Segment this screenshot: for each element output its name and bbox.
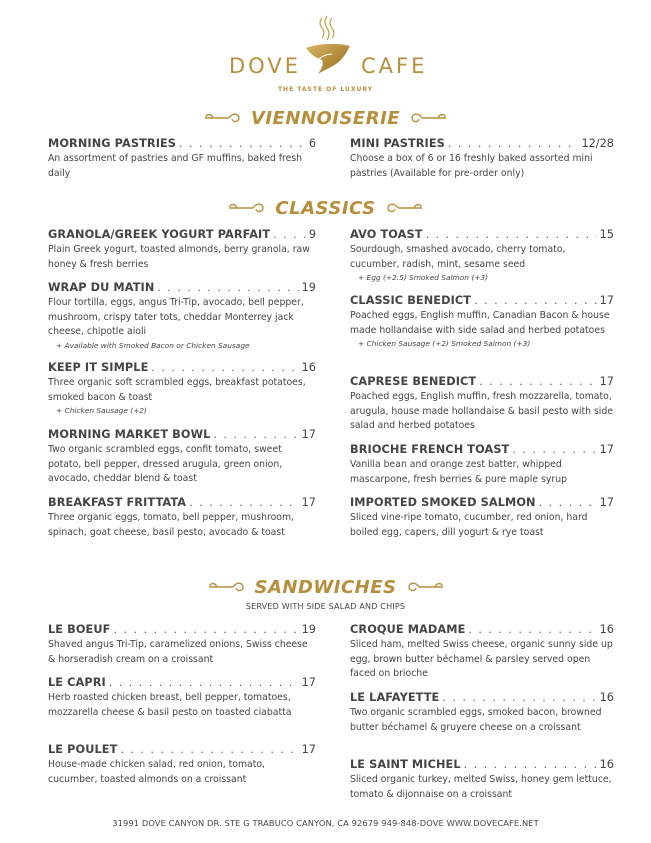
dot-leader: [468, 622, 596, 638]
footer-address: 31991 DOVE CANYON DR. STE G TRABUCO CANYON, CA 92679 949-848-DOVE WWW.DOVECAFE.NET: [112, 818, 539, 828]
item-price: 17: [301, 428, 316, 441]
brand-tagline: THE TASTE OF LUXURY: [277, 86, 374, 93]
section-title-classics: [0, 195, 651, 221]
item-description: Sliced vine-ripe tomato, cucumber, red onion, hard boiled egg, capers, dill yogurt & rye toast: [350, 512, 588, 538]
menu-item: [48, 675, 316, 720]
item-description: Two organic scrambled eggs, smoked bacon, browned butter béchamel & gruyere cheese on a croissant: [350, 707, 602, 733]
dot-leader: [157, 280, 298, 296]
menu-item: [48, 227, 316, 272]
dot-leader: [474, 293, 597, 309]
menu-item: [350, 442, 614, 487]
dot-leader: [426, 227, 597, 243]
item-description: Flour tortilla, eggs, angus Tri-Tip, avocado, bell pepper, mushroom, crispy tater tots, cheddar Monterrey jack cheese, chipotle aioli: [48, 297, 304, 337]
item-price: 16: [599, 623, 614, 636]
menu-item: [350, 293, 614, 350]
section-title-viennoiserie: [0, 105, 651, 131]
item-name: MORNING MARKET BOWL: [48, 428, 211, 441]
item-name: MINI PASTRIES: [350, 137, 445, 150]
menu-item: [350, 136, 614, 181]
item-description: House-made chicken salad, red onion, tomato, cucumber, toasted almonds on a croissant: [48, 759, 265, 785]
menu-item: [48, 622, 316, 667]
menu-item: [350, 374, 614, 434]
brand-name-left: DOVE: [229, 54, 301, 78]
ornament-swirl-icon: [408, 111, 448, 125]
dot-leader: [109, 675, 299, 691]
item-name: MORNING PASTRIES: [48, 137, 177, 150]
item-addon: + Egg (+2.5) Smoked Salmon (+3): [358, 273, 488, 282]
item-description: Sourdough, smashed avocado, cherry tomato, cucumber, radish, mint, sesame seed: [350, 244, 566, 270]
item-name: AVO TOAST: [350, 228, 423, 241]
item-description: An assortment of pastries and GF muffins, baked fresh daily: [48, 153, 303, 179]
item-name: LE LAFAYETTE: [350, 691, 440, 704]
ornament-swirl-icon: [405, 580, 445, 594]
menu-item: [48, 280, 316, 352]
item-description: Choose a box of 6 or 16 freshly baked assorted mini pastries (Available for pre-order only): [350, 153, 593, 179]
item-price: 17: [599, 294, 614, 307]
menu-item: [350, 757, 614, 802]
ornament-swirl-icon: [227, 201, 267, 215]
item-name: BREAKFAST FRITTATA: [48, 496, 187, 509]
item-price: 17: [301, 496, 316, 509]
menu-item: [350, 690, 614, 735]
ornament-swirl-icon: [384, 201, 424, 215]
dot-leader: [539, 495, 597, 511]
item-name: LE POULET: [48, 743, 118, 756]
item-price: 16: [599, 758, 614, 771]
menu-item: [48, 136, 316, 181]
item-name: CAPRESE BENEDICT: [350, 375, 477, 388]
dot-leader: [273, 227, 306, 243]
menu-item: [48, 742, 316, 787]
item-addon: + Available with Smoked Bacon or Chicken Sausage: [56, 340, 250, 350]
item-description: Shaved angus Tri-Tip, caramelized onions, Swiss cheese & horseradish cream on a croissant: [48, 639, 308, 665]
dot-leader: [448, 136, 579, 152]
item-price: 12/28: [581, 137, 614, 150]
dot-leader: [151, 360, 298, 376]
item-name: LE CAPRI: [48, 676, 106, 689]
cafe-logo: [0, 14, 651, 98]
item-description: Herb roasted chicken breast, bell pepper, tomatoes, mozzarella cheese & basil pesto on toasted ciabatta: [48, 692, 292, 718]
item-price: 15: [599, 228, 614, 241]
item-description: Poached eggs, English muffin, Canadian Bacon & house made hollandaise with side salad and herbed potatoes: [350, 310, 610, 336]
ornament-swirl-icon: [203, 111, 243, 125]
dot-leader: [120, 742, 298, 758]
item-price: 19: [301, 623, 316, 636]
item-description: Poached eggs, English muffin, fresh mozzarella, tomato, arugula, house made hollandaise & basil pesto with side salad and herbed potatoes: [350, 391, 614, 431]
item-price: 16: [599, 691, 614, 704]
brand-name-right: CAFE: [361, 54, 428, 78]
item-description: Sliced ham, melted Swiss cheese, organic sunny side up egg, brown butter béchamel & parsley served open faced on brioche: [350, 639, 613, 679]
item-name: IMPORTED SMOKED SALMON: [350, 496, 536, 509]
item-description: Three organic soft scrambled eggs, breakfast potatoes, smoked bacon & toast: [48, 377, 306, 403]
dot-leader: [213, 427, 298, 443]
menu-item: [350, 495, 614, 540]
item-name: CROQUE MADAME: [350, 623, 466, 636]
item-price: 17: [599, 443, 614, 456]
dot-leader: [189, 495, 299, 511]
dove-coffee-icon: [296, 14, 358, 84]
dot-leader: [512, 442, 596, 458]
menu-item: [48, 427, 316, 487]
item-name: BRIOCHE FRENCH TOAST: [350, 443, 510, 456]
item-description: Vanilla bean and orange zest batter, whipped mascarpone, fresh berries & pure maple syrup: [350, 459, 568, 485]
dot-leader: [464, 757, 597, 773]
dot-leader: [113, 622, 298, 638]
item-name: LE BOEUF: [48, 623, 111, 636]
item-price: 19: [301, 281, 316, 294]
item-price: 17: [599, 375, 614, 388]
dot-leader: [179, 136, 306, 152]
section-title-text: CLASSICS: [275, 197, 376, 219]
item-price: 17: [599, 496, 614, 509]
item-price: 6: [308, 137, 316, 150]
sandwiches-subtitle: SERVED WITH SIDE SALAD AND CHIPS: [245, 602, 406, 611]
item-name: GRANOLA/GREEK YOGURT PARFAIT: [48, 228, 271, 241]
ornament-swirl-icon: [207, 580, 247, 594]
menu-item: [350, 227, 614, 284]
item-addon: + Chicken Sausage (+2): [56, 406, 147, 415]
item-description: Sliced organic turkey, melted Swiss, honey gem lettuce, tomato & dijonnaise on a croissant: [350, 774, 612, 800]
item-name: CLASSIC BENEDICT: [350, 294, 472, 307]
item-name: WRAP DU MATIN: [48, 281, 155, 294]
item-price: 17: [301, 676, 316, 689]
item-description: Plain Greek yogurt, toasted almonds, berry granola, raw honey & fresh berries: [48, 244, 310, 270]
section-title-text: SANDWICHES: [254, 576, 397, 598]
item-price: 17: [301, 743, 316, 756]
item-addon: + Chicken Sausage (+2) Smoked Salmon (+3): [358, 339, 531, 348]
dot-leader: [479, 374, 596, 390]
menu-item: [48, 495, 316, 540]
item-description: Two organic scrambled eggs, confit tomato, sweet potato, bell pepper, dressed arugula, green onion, avocado, cheddar blend & toast: [48, 444, 283, 484]
menu-item: [48, 360, 316, 417]
item-price: 9: [308, 228, 316, 241]
item-name: LE SAINT MICHEL: [350, 758, 461, 771]
dot-leader: [442, 690, 596, 706]
section-title-sandwiches: [0, 574, 651, 600]
item-name: KEEP IT SIMPLE: [48, 361, 149, 374]
menu-item: [350, 622, 614, 682]
section-title-text: VIENNOISERIE: [250, 107, 401, 129]
item-description: Three organic eggs, tomato, bell pepper, mushroom, spinach, goat cheese, basil pesto, avocado & toast: [48, 512, 294, 538]
item-price: 16: [301, 361, 316, 374]
